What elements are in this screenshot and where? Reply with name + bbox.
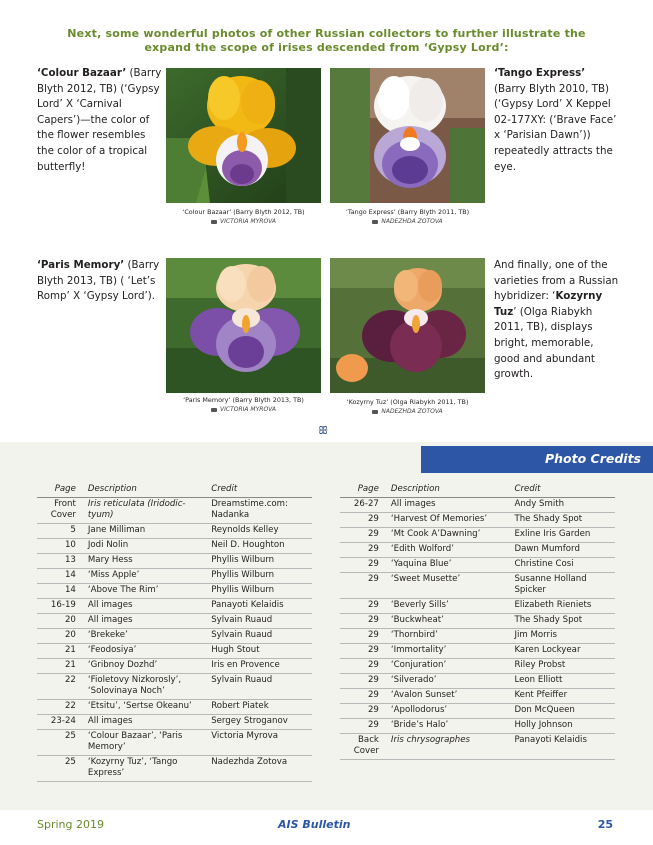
cell-description: ‘Conjuration’	[387, 659, 511, 674]
cell-page: 14	[37, 569, 84, 584]
table-row	[37, 756, 312, 782]
table-row	[37, 599, 312, 614]
cell-page: 21	[37, 659, 84, 674]
cell-description: ‘Beverly Sills’	[387, 599, 511, 614]
caption-text: (Barry Blyth 2012, TB) (‘Gypsy Lord’ X ‘Carnival Capers’)—the color of the flower resembles the color of a tropical butterfly!	[37, 67, 162, 173]
photo-credits-header	[421, 446, 653, 473]
table-row	[340, 513, 615, 528]
cell-description: ‘Edith Wolford’	[387, 543, 511, 558]
cell-page: 29	[340, 513, 387, 528]
photo-title: ‘Colour Bazaar’ (Barry Blyth 2012, TB)	[182, 208, 305, 216]
table-row	[340, 719, 615, 734]
table-row	[37, 584, 312, 599]
table-row	[340, 498, 615, 513]
cultivar-name: ‘Tango Express’	[494, 67, 586, 79]
table-row	[37, 674, 312, 700]
photo-credits-title: Photo Credits	[544, 451, 641, 466]
table-row	[37, 644, 312, 659]
cell-credit: Phyllis Wilburn	[207, 569, 312, 584]
caption-paris-memory	[37, 258, 162, 305]
cell-page: 26-27	[340, 498, 387, 513]
cell-page: 5	[37, 524, 84, 539]
cell-page: 29	[340, 629, 387, 644]
cell-credit: Hugh Stout	[207, 644, 312, 659]
photo-tango-express	[330, 68, 485, 203]
cell-description: All images	[84, 614, 207, 629]
cell-description: ‘Yaquina Blue’	[387, 558, 511, 573]
photo-kozyrny-tuz	[330, 258, 485, 393]
photo-credit	[330, 407, 485, 416]
cell-page: 29	[340, 704, 387, 719]
cell-description: ‘Immortality’	[387, 644, 511, 659]
photographer-name: VICTORIA MYROVA	[220, 218, 276, 225]
cell-page: 14	[37, 584, 84, 599]
cell-credit: Dawn Mumford	[510, 543, 615, 558]
cell-credit: Phyllis Wilburn	[207, 554, 312, 569]
cell-credit: Karen Lockyear	[510, 644, 615, 659]
table-row	[340, 528, 615, 543]
cell-page: 29	[340, 674, 387, 689]
cell-description: Iris reticulata (Iridodic-tyum)	[84, 498, 207, 524]
cell-page: 22	[37, 674, 84, 700]
table-row	[37, 715, 312, 730]
table-row	[37, 524, 312, 539]
cell-page: 29	[340, 573, 387, 599]
cell-description: Jane Milliman	[84, 524, 207, 539]
cell-credit: Sylvain Ruaud	[207, 674, 312, 700]
table-header-row	[37, 482, 312, 498]
table-row	[340, 599, 615, 614]
column-header-credit: Credit	[207, 482, 312, 498]
table-row	[37, 498, 312, 524]
cell-description: ‘Kozyrny Tuz’, ‘Tango Express’	[84, 756, 207, 782]
caption-text: (Barry Blyth 2013, TB) ( ‘Let’s Romp’ X ‘Gypsy Lord’).	[37, 259, 160, 303]
cell-page: 25	[37, 756, 84, 782]
cell-page: 29	[340, 659, 387, 674]
table-row	[37, 569, 312, 584]
cell-credit: Christine Cosi	[510, 558, 615, 573]
cell-page: 29	[340, 599, 387, 614]
cell-credit: Sylvain Ruaud	[207, 614, 312, 629]
cultivar-name: ‘Paris Memory’	[37, 259, 125, 271]
table-row	[37, 730, 312, 756]
cell-credit: Sylvain Ruaud	[207, 629, 312, 644]
page-number: 25	[597, 818, 613, 831]
photo-credit	[330, 217, 485, 226]
cell-description: All images	[84, 599, 207, 614]
cell-description: ‘Miss Apple’	[84, 569, 207, 584]
column-header-page: Page	[340, 482, 387, 498]
cell-credit: Susanne Holland Spicker	[510, 573, 615, 599]
cell-credit: Victoria Myrova	[207, 730, 312, 756]
cell-page: 29	[340, 558, 387, 573]
cell-description: ‘Etsitu’, ‘Sertse Okeanu’	[84, 700, 207, 715]
cell-page: Back Cover	[340, 734, 387, 760]
publication-name: AIS Bulletin	[278, 818, 351, 831]
cell-description: ‘Gribnoy Dozhd’	[84, 659, 207, 674]
cell-credit: Robert Piatek	[207, 700, 312, 715]
photo-title: ‘Paris Memory’ (Barry Blyth 2013, TB)	[183, 396, 304, 404]
cell-page: Front Cover	[37, 498, 84, 524]
table-row	[37, 614, 312, 629]
column-header-description: Description	[387, 482, 511, 498]
cell-page: 21	[37, 644, 84, 659]
cell-page: 29	[340, 614, 387, 629]
cell-credit: The Shady Spot	[510, 513, 615, 528]
photo-caption	[166, 396, 321, 414]
table-row	[340, 734, 615, 760]
table-row	[340, 704, 615, 719]
cell-description: ‘Silverado’	[387, 674, 511, 689]
cell-page: 20	[37, 614, 84, 629]
cell-description: ‘Thornbird’	[387, 629, 511, 644]
cell-page: 29	[340, 528, 387, 543]
cell-credit: Phyllis Wilburn	[207, 584, 312, 599]
column-header-description: Description	[84, 482, 207, 498]
table-row	[340, 543, 615, 558]
cell-credit: The Shady Spot	[510, 614, 615, 629]
caption-text: (Barry Blyth 2010, TB) (‘Gypsy Lord’ X Keppel 02-177XY: (‘Brave Face’ x ‘Parisian Dawn’)) repeatedly attracts the eye.	[494, 82, 617, 173]
cell-description: ‘Harvest Of Memories’	[387, 513, 511, 528]
issue-label: Spring 2019	[37, 818, 104, 831]
camera-icon	[372, 220, 378, 224]
column-header-credit: Credit	[510, 482, 615, 498]
camera-icon	[211, 408, 217, 412]
cell-page: 22	[37, 700, 84, 715]
table-row	[37, 554, 312, 569]
table-row	[37, 700, 312, 715]
cultivar-name: ‘Colour Bazaar’	[37, 67, 127, 79]
cell-page: 29	[340, 543, 387, 558]
intro-text: Next, some wonderful photos of other Russian collectors to further illustrate the expand the scope of irises descended from ‘Gypsy Lord’:	[67, 27, 586, 54]
cell-description: ‘Bride’s Halo’	[387, 719, 511, 734]
table-row	[340, 558, 615, 573]
cell-page: 10	[37, 539, 84, 554]
cell-description: Mary Hess	[84, 554, 207, 569]
table-row	[340, 629, 615, 644]
cell-page: 29	[340, 719, 387, 734]
caption-tango-express	[494, 66, 619, 175]
table-row	[340, 573, 615, 599]
cell-page: 29	[340, 689, 387, 704]
cell-description: Jodi Nolin	[84, 539, 207, 554]
cell-credit: Dreamstime.com: Nadanka	[207, 498, 312, 524]
photo-caption	[330, 208, 485, 226]
cell-description: ‘Sweet Musette’	[387, 573, 511, 599]
table-row	[340, 659, 615, 674]
cell-credit: Andy Smith	[510, 498, 615, 513]
column-header-page: Page	[37, 482, 84, 498]
cell-description: ‘Brekeke’	[84, 629, 207, 644]
cell-description: ‘Above The Rim’	[84, 584, 207, 599]
cell-description: ‘Mt Cook A’Dawning’	[387, 528, 511, 543]
cell-credit: Neil D. Houghton	[207, 539, 312, 554]
cell-credit: Panayoti Kelaidis	[510, 734, 615, 760]
cell-credit: Jim Morris	[510, 629, 615, 644]
cell-page: 29	[340, 644, 387, 659]
cultivar-name: Kozyrny Tuz	[494, 290, 603, 318]
camera-icon	[211, 220, 217, 224]
photo-caption	[166, 208, 321, 226]
photographer-name: NADEZHDA ZOTOVA	[381, 408, 443, 415]
photo-title: ‘Tango Express’ (Barry Blyth 2011, TB)	[345, 208, 470, 216]
table-header-row	[340, 482, 615, 498]
table-row	[37, 659, 312, 674]
photo-credit	[166, 217, 321, 226]
cell-credit: Sergey Stroganov	[207, 715, 312, 730]
photographer-name: NADEZHDA ZOTOVA	[381, 218, 443, 225]
cell-page: 23-24	[37, 715, 84, 730]
cell-page: 20	[37, 629, 84, 644]
photo-caption	[330, 398, 485, 416]
cell-credit: Holly Johnson	[510, 719, 615, 734]
cell-description: All images	[84, 715, 207, 730]
caption-text: And finally, one of the varieties from a Russian hybridizer: ‘	[494, 259, 619, 303]
cell-credit: Panayoti Kelaidis	[207, 599, 312, 614]
cell-credit: Iris en Provence	[207, 659, 312, 674]
table-row	[340, 689, 615, 704]
cell-description: ‘Avalon Sunset’	[387, 689, 511, 704]
photo-credit	[166, 405, 321, 414]
iris-ornament-icon: ꕥ	[318, 424, 329, 437]
cell-description: Iris chrysographes	[387, 734, 511, 760]
cell-description: ‘Colour Bazaar’, ‘Paris Memory’	[84, 730, 207, 756]
credits-table-left	[37, 482, 312, 782]
cell-description: ‘Fioletovy Nizkorosly’, ‘Solovinaya Noch’	[84, 674, 207, 700]
cell-description: ‘Buckwheat’	[387, 614, 511, 629]
cell-credit: Reynolds Kelley	[207, 524, 312, 539]
cell-description: ‘Feodosiya’	[84, 644, 207, 659]
cell-credit: Leon Elliott	[510, 674, 615, 689]
cell-page: 16-19	[37, 599, 84, 614]
cell-credit: Kent Pfeiffer	[510, 689, 615, 704]
cell-description: ‘Apollodorus’	[387, 704, 511, 719]
cell-credit: Don McQueen	[510, 704, 615, 719]
credits-table-right	[340, 482, 615, 760]
table-row	[340, 644, 615, 659]
table-row	[340, 674, 615, 689]
photo-paris-memory	[166, 258, 321, 393]
cell-credit: Nadezhda Zotova	[207, 756, 312, 782]
photographer-name: VICTORIA MYROVA	[220, 406, 276, 413]
caption-kozyrny-tuz	[494, 258, 619, 383]
table-row	[37, 539, 312, 554]
table-row	[340, 614, 615, 629]
table-row	[37, 629, 312, 644]
photo-colour-bazaar	[166, 68, 321, 203]
cell-page: 25	[37, 730, 84, 756]
camera-icon	[372, 410, 378, 414]
cell-credit: Riley Probst	[510, 659, 615, 674]
cell-description: All images	[387, 498, 511, 513]
caption-colour-bazaar	[37, 66, 162, 175]
cell-credit: Elizabeth Rieniets	[510, 599, 615, 614]
cell-credit: Exline Iris Garden	[510, 528, 615, 543]
caption-text: ’ (Olga Riabykh 2011, TB), displays bright, memorable, good and abundant growth.	[494, 305, 595, 381]
photo-title: ‘Kozyrny Tuz’ (Olga Riabykh 2011, TB)	[346, 398, 469, 406]
cell-page: 13	[37, 554, 84, 569]
